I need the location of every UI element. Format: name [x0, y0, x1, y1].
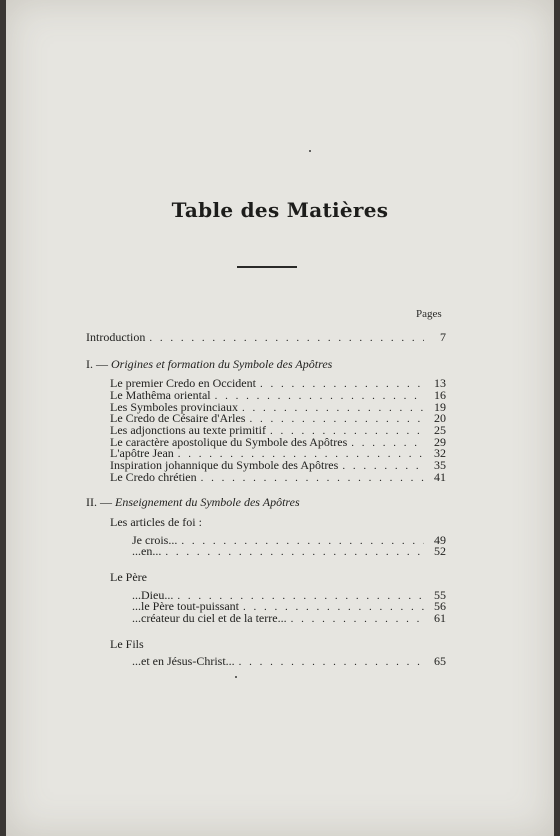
section-title: Enseignement du Symbole des Apôtres — [115, 495, 300, 509]
section-title: Origines et formation du Symbole des Apôtres — [111, 357, 333, 371]
leader-dots — [239, 656, 424, 669]
toc-entry-page: 35 — [434, 458, 446, 472]
book-page — [6, 0, 554, 836]
leader-dots — [149, 332, 424, 345]
toc-entry-label: Le premier Credo en Occident — [110, 376, 256, 390]
section-heading-2 — [86, 495, 300, 510]
section-number: II. — — [86, 495, 112, 509]
toc-entry-page: 65 — [434, 654, 446, 668]
toc-entry-label: Le Credo de Césaire d'Arles — [110, 411, 246, 425]
toc-entry-page: 52 — [434, 544, 446, 558]
toc-entry-label: Le Mathêma oriental — [110, 388, 211, 402]
toc-entry-label: Le Credo chrétien — [110, 470, 197, 484]
toc-entry-page: 55 — [434, 588, 446, 602]
toc-entry-label: Introduction — [86, 330, 146, 344]
title-rule — [237, 266, 297, 268]
toc-entry[interactable] — [132, 612, 446, 625]
toc-entry-label: ...le Père tout-puissant — [132, 599, 239, 613]
toc-entry-page: 16 — [434, 388, 446, 402]
toc-entry-page: 7 — [440, 330, 446, 344]
toc-entry-label: Inspiration johannique du Symbole des Apôtres — [110, 458, 339, 472]
toc-entry[interactable] — [132, 655, 446, 668]
section-heading-1 — [86, 357, 332, 372]
toc-entry-label: Je crois... — [132, 533, 178, 547]
subheading-pere: Le Père — [110, 570, 147, 584]
subheading-articles: Les articles de foi : — [110, 515, 202, 529]
toc-entry-label: Les adjonctions au texte primitif — [110, 423, 266, 437]
toc-entry-page: 25 — [434, 423, 446, 437]
toc-entry-label: ...Dieu... — [132, 588, 174, 602]
toc-entry-page: 19 — [434, 400, 446, 414]
subheading-fils: Le Fils — [110, 637, 144, 651]
leader-dots — [201, 472, 424, 485]
toc-entry[interactable] — [110, 471, 446, 484]
leader-dots — [291, 613, 424, 626]
toc-entry-page: 41 — [434, 470, 446, 484]
toc-entry-page: 49 — [434, 533, 446, 547]
section-number: I. — — [86, 357, 108, 371]
pages-column-label: Pages — [416, 308, 442, 320]
toc-entry[interactable] — [132, 545, 446, 558]
toc-entry-page: 32 — [434, 446, 446, 460]
toc-entry-page: 20 — [434, 411, 446, 425]
toc-entry-label: Le caractère apostolique du Symbole des Apôtres — [110, 435, 348, 449]
toc-entry-label: Les Symboles provinciaux — [110, 400, 238, 414]
toc-entry-introduction[interactable] — [86, 331, 446, 344]
leader-dots — [165, 546, 424, 559]
toc-entry-label: ...en... — [132, 544, 162, 558]
toc-entry-label: L'apôtre Jean — [110, 446, 174, 460]
page-title: Table des Matières — [171, 198, 389, 222]
toc-entry-label: ...et en Jésus-Christ... — [132, 654, 235, 668]
toc-entry-page: 61 — [434, 611, 446, 625]
page-speck — [309, 150, 311, 152]
page-speck — [235, 676, 237, 678]
toc-entry-page: 29 — [434, 435, 446, 449]
toc-entry-page: 56 — [434, 599, 446, 613]
toc-entry-label: ...créateur du ciel et de la terre... — [132, 611, 287, 625]
toc-entry-page: 13 — [434, 376, 446, 390]
